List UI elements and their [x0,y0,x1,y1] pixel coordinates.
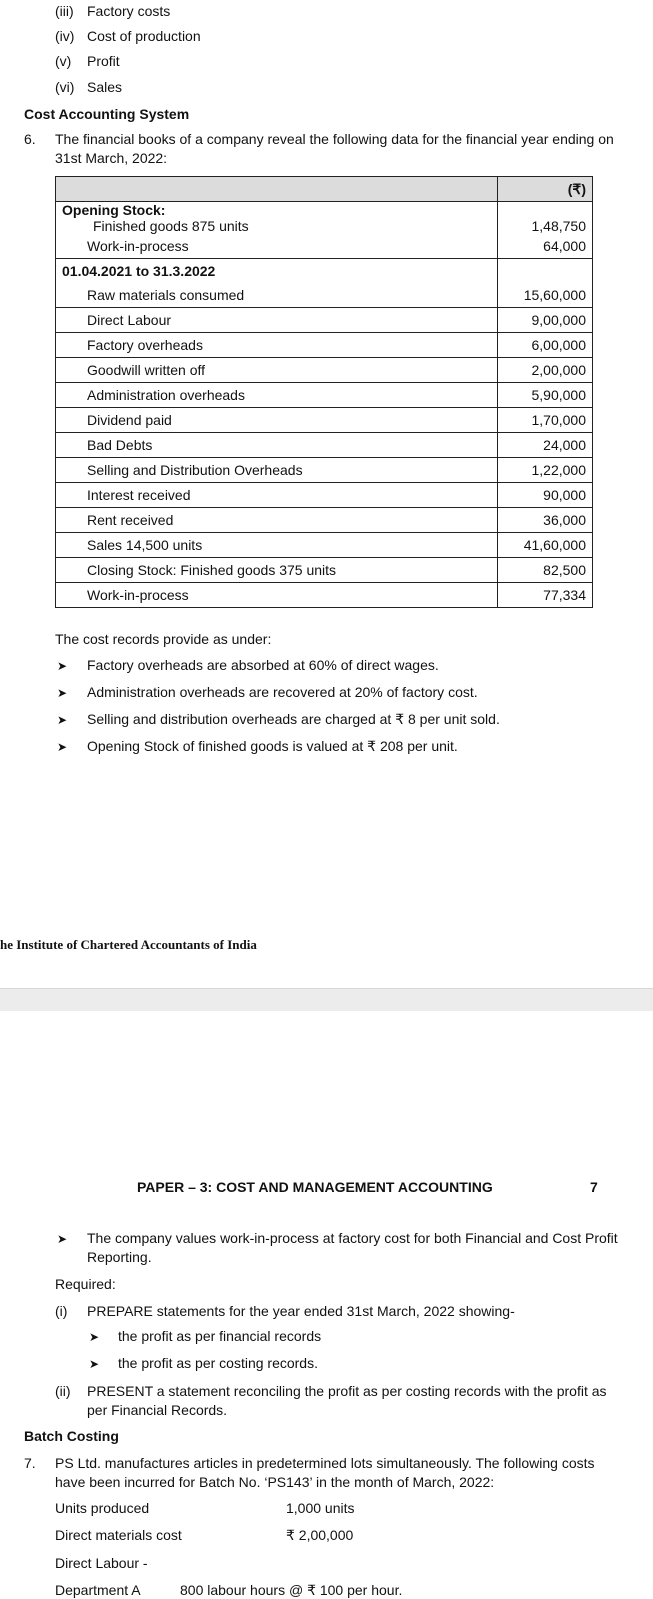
table-row-label: Sales 14,500 units [56,533,498,558]
table-row-amount: 1,70,000 [498,408,593,433]
list-num-v: (v) [55,53,72,69]
bullet-arrow-icon: ➤ [89,1330,100,1344]
required-label: Required: [55,1276,116,1292]
bullet-cont-line1: The company values work-in-process at factory cost for both Financial and Cost Profit [87,1230,618,1246]
page-header-title: PAPER – 3: COST AND MANAGEMENT ACCOUNTING [137,1179,493,1195]
table-row-amount: 1,22,000 [498,458,593,483]
bullet-text: Factory overheads are absorbed at 60% of direct wages. [87,657,439,673]
table-row-amount: 41,60,000 [498,533,593,558]
table-row-amount: 1,48,750 [531,218,586,234]
bullet-text: Opening Stock of finished goods is valued at ₹ 208 per unit. [87,738,458,754]
dept-a-value: 800 labour hours @ ₹ 100 per hour. [180,1582,403,1598]
period-label: 01.04.2021 to 31.3.2022 [56,259,498,284]
table-header-currency: (₹) [498,177,593,202]
opening-stock-label: Opening Stock: [62,202,166,218]
table-row-amount: 77,334 [498,583,593,608]
list-item-cost-of-production: Cost of production [87,28,201,44]
bullet-arrow-icon: ➤ [89,1357,100,1371]
table-row-label: Dividend paid [56,408,498,433]
table-row-label: Bad Debts [56,433,498,458]
section-title-cost-accounting: Cost Accounting System [24,106,190,122]
table-row-label: Raw materials consumed [56,283,498,308]
bullet-text: Selling and distribution overheads are charged at ₹ 8 per unit sold. [87,711,500,727]
q7-item-label: Direct materials cost [55,1527,182,1543]
bullet-arrow-icon: ➤ [57,1232,68,1246]
table-row-amount: 82,500 [498,558,593,583]
cost-records-intro: The cost records provide as under: [55,631,272,647]
q7-item-label: Units produced [55,1500,150,1516]
dept-a-label: Department A [55,1582,141,1598]
list-item-profit: Profit [87,53,120,69]
q7-line1: PS Ltd. manufactures articles in predetermined lots simultaneously. The following costs [55,1455,595,1471]
table-row-amount: 9,00,000 [498,308,593,333]
list-item-factory-costs: Factory costs [87,3,171,19]
page-number: 7 [590,1179,598,1195]
bullet-arrow-icon: ➤ [57,713,68,727]
table-row-label: Goodwill written off [56,358,498,383]
list-item-sales: Sales [87,79,123,95]
table-header-blank [56,177,498,202]
direct-labour-label: Direct Labour - [55,1555,148,1571]
req-i-sub-financial: the profit as per financial records [118,1328,322,1344]
table-row-amount: 64,000 [498,234,593,259]
table-row-label: Administration overheads [56,383,498,408]
list-num-iv: (iv) [55,28,75,44]
table-row-label: Work-in-process [56,234,498,259]
list-num-vi: (vi) [55,79,75,95]
bullet-arrow-icon: ➤ [57,686,68,700]
table-row-amount: 15,60,000 [498,283,593,308]
q7-item-value: 1,000 units [286,1500,355,1516]
table-row-label: Finished goods 875 units [93,218,249,234]
bullet-text: Administration overheads are recovered at 20% of factory cost. [87,684,478,700]
table-row-amount: 2,00,000 [498,358,593,383]
table-row-label: Selling and Distribution Overheads [56,458,498,483]
bullet-cont-line2: Reporting. [87,1249,152,1265]
table-row-amount: 5,90,000 [498,383,593,408]
page-separator [0,988,653,1011]
table-row-label: Work-in-process [56,583,498,608]
q7-item-value: ₹ 2,00,000 [286,1527,354,1543]
section-title-batch-costing: Batch Costing [24,1428,119,1444]
page-footer: he Institute of Chartered Accountants of India [0,937,257,952]
table-row-amount: 24,000 [498,433,593,458]
table-row-amount: 36,000 [498,508,593,533]
bullet-arrow-icon: ➤ [57,740,68,754]
table-row-label: Interest received [56,483,498,508]
req-ii-line2: per Financial Records. [87,1402,228,1418]
q6-intro-line2: 31st March, 2022: [55,150,168,166]
table-row-amount: 6,00,000 [498,333,593,358]
bullet-arrow-icon: ➤ [57,659,68,673]
table-row-label: Closing Stock: Finished goods 375 units [56,558,498,583]
list-num-iii: (iii) [55,3,74,19]
req-i-num: (i) [55,1303,68,1319]
question-number-6: 6. [24,131,36,147]
req-ii-num: (ii) [55,1383,71,1399]
req-i-text: PREPARE statements for the year ended 31st March, 2022 showing- [87,1303,515,1319]
financial-data-table [55,176,593,608]
table-row-amount: 90,000 [498,483,593,508]
q6-intro-line1: The financial books of a company reveal the following data for the financial year ending on [55,131,614,147]
table-row-label: Factory overheads [56,333,498,358]
q7-line2: have been incurred for Batch No. ‘PS143’ in the month of March, 2022: [55,1474,495,1490]
req-ii-line1: PRESENT a statement reconciling the profit as per costing records with the profit as [87,1383,607,1399]
table-row-label: Direct Labour [56,308,498,333]
table-row-label: Rent received [56,508,498,533]
req-i-sub-costing: the profit as per costing records. [118,1355,318,1371]
question-number-7: 7. [24,1455,36,1471]
